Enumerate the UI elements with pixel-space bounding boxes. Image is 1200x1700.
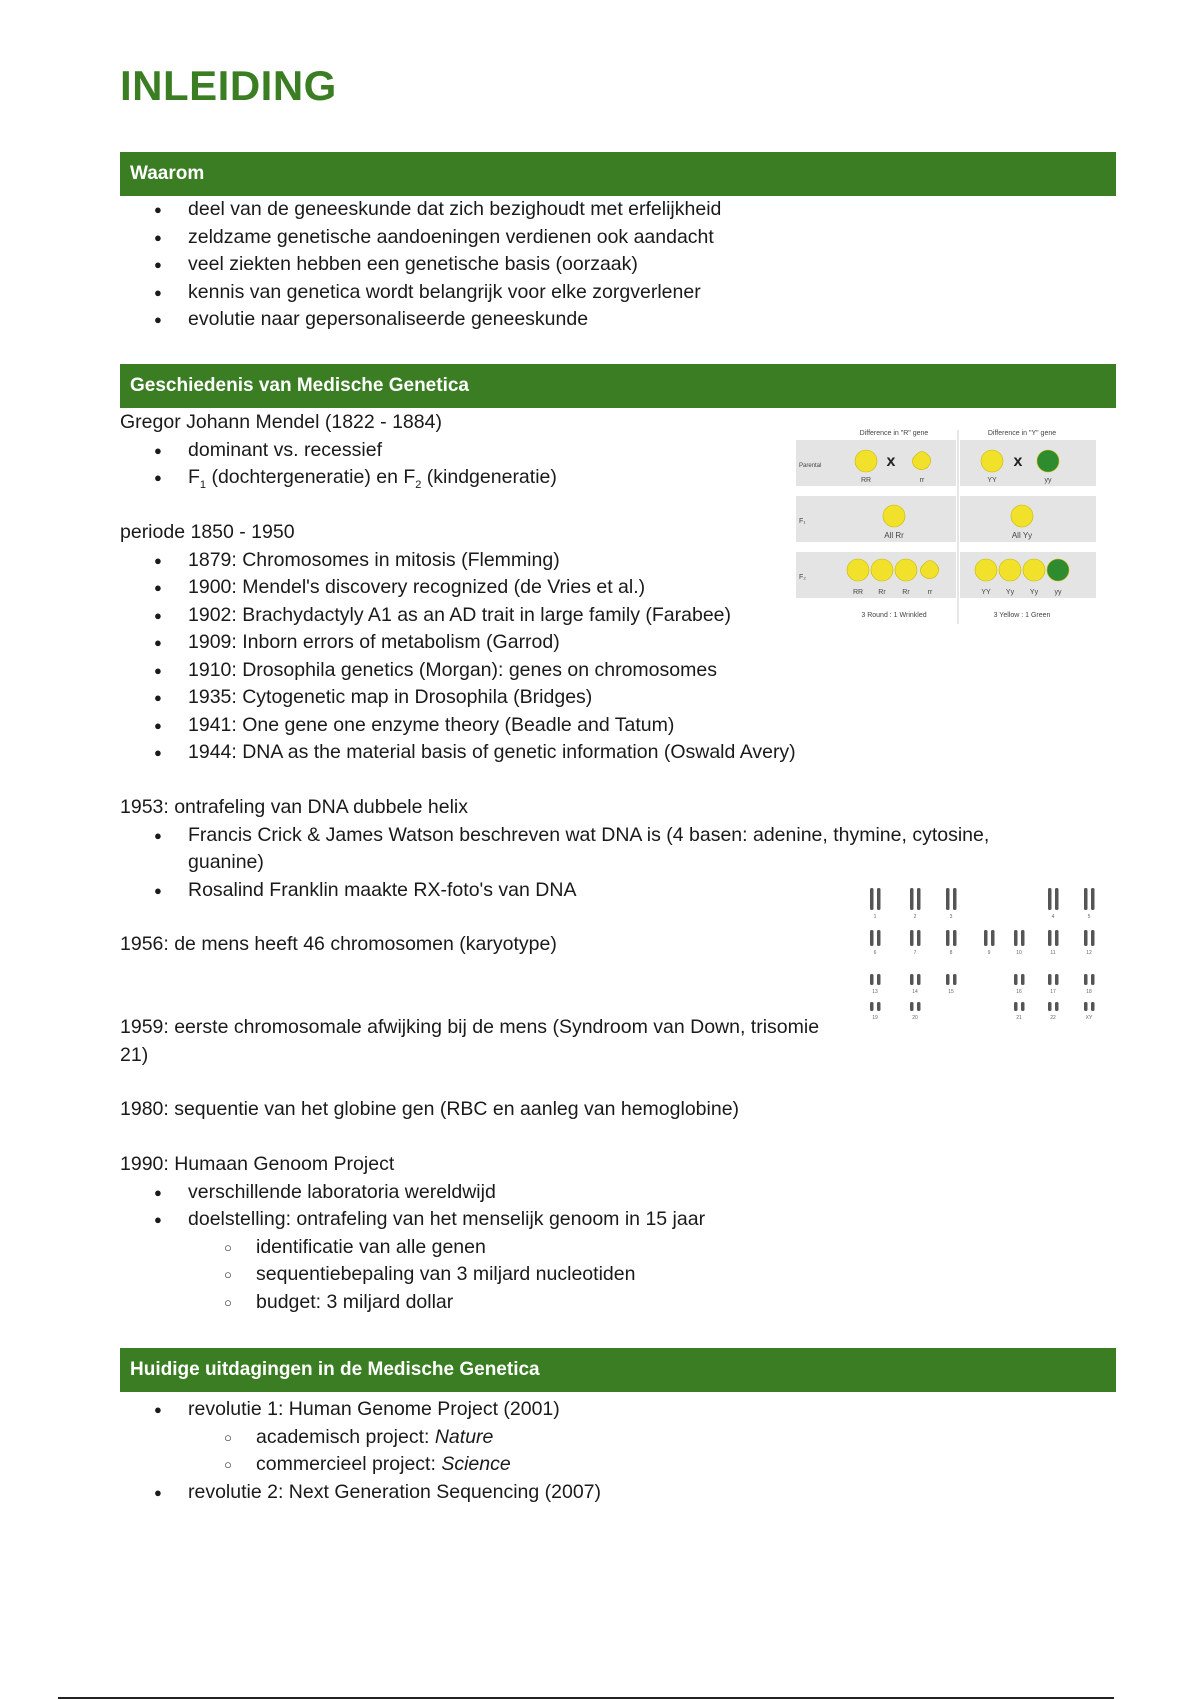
row-parental-label: Parental [799, 463, 822, 469]
year-1959: 1959: eerste chromosomale afwijking bij de mens (Syndroom van Down, trisomie 21) [120, 1016, 820, 1066]
list-item: ● revolutie 1: Human Genome Project (2001) [188, 1396, 560, 1424]
mendel-title: Gregor Johann Mendel (1822 - 1884) [120, 411, 442, 433]
page-title: INLEIDING [120, 62, 337, 109]
list-item: ● 1879: Chromosomes in mitosis (Flemming) [188, 547, 560, 575]
journal-name: Science [441, 1453, 511, 1475]
cross-symbol: x [886, 453, 896, 470]
chromosome [953, 974, 957, 985]
year-1980: 1980: sequentie van het globine gen (RBC en aanleg van hemoglobine) [120, 1098, 740, 1120]
chromosome [1021, 1002, 1025, 1011]
chromosome [1091, 974, 1095, 985]
f-text: (dochtergeneratie) en F [206, 466, 416, 488]
chromosome [1048, 1002, 1052, 1011]
pea-green [1037, 450, 1059, 472]
f1-genotype-label: All Yy [1011, 531, 1033, 540]
chromosome-label: 1 [873, 914, 877, 920]
genotype-label: YY [981, 589, 991, 596]
chromosome [917, 888, 921, 910]
chromosome [877, 888, 881, 910]
chromosome-label: 6 [873, 950, 877, 956]
chromosome-label: 15 [948, 989, 954, 995]
period-title: periode 1850 - 1950 [120, 521, 295, 543]
pea-yellow-round [895, 559, 917, 581]
list-item: ● evolutie naar gepersonaliseerde geneeskunde [188, 306, 588, 334]
genotype-label: Yy [1029, 589, 1039, 596]
list-item: ● 1941: One gene one enzyme theory (Beadle and Tatum) [188, 712, 674, 740]
pea-yellow [999, 559, 1021, 581]
chromosome [1055, 974, 1059, 985]
journal-name: Nature [434, 1425, 494, 1448]
section-heading-geschiedenis: Geschiedenis van Medische Genetica [120, 364, 1116, 408]
chromosome [1048, 974, 1052, 985]
chromosome [910, 974, 914, 985]
karyotype-chromosomes [870, 888, 1095, 1021]
list-item: ● 1944: DNA as the material basis of genetic information (Oswald Avery) [188, 739, 796, 767]
chromosome [910, 1002, 914, 1011]
list-item: ● Francis Crick & James Watson beschreven wat DNA is (4 basen: adenine, thymine, cytosine, guanine) [188, 822, 1068, 877]
chromosome [1084, 1002, 1088, 1011]
figure-cell [960, 440, 1096, 486]
list-item: ● revolutie 2: Next Generation Sequencing (2007) [188, 1479, 601, 1507]
chromosome [1055, 1002, 1059, 1011]
chromosome [917, 930, 921, 946]
chromosome-label: 9 [987, 950, 991, 956]
chromosome [1091, 888, 1095, 910]
chromosome-label: 21 [1016, 1015, 1022, 1021]
list-item: ● veel ziekten hebben een genetische basis (oorzaak) [188, 251, 638, 279]
chromosome [1055, 930, 1059, 946]
pea-yellow [1023, 559, 1045, 581]
list-item [188, 464, 557, 499]
genotype-label: rr [919, 477, 925, 484]
chromosome-label: 16 [1016, 989, 1022, 995]
chromosome [1084, 974, 1088, 985]
col1-title: Difference in "R" gene [859, 430, 929, 437]
chromosome [953, 930, 957, 946]
chromosome [877, 974, 881, 985]
chromosome [877, 930, 881, 946]
chromosome [870, 974, 874, 985]
chromosome-label: 4 [1051, 914, 1055, 920]
cross-symbol: x [1013, 453, 1023, 470]
chromosome [1048, 888, 1052, 910]
col2-title: Difference in "Y" gene [987, 430, 1057, 437]
chromosome [917, 974, 921, 985]
f1-genotype-label: All Rr [884, 531, 904, 540]
chromosome-label: 7 [913, 950, 917, 956]
list-item: ● doelstelling: ontrafeling van het menselijk genoom in 15 jaar [188, 1206, 705, 1234]
chromosome [1084, 930, 1088, 946]
chromosome [1014, 974, 1018, 985]
f2-subscript: 2 [415, 478, 422, 491]
chromosome [870, 888, 874, 910]
pea-yellow-round [883, 505, 905, 527]
chromosome [877, 1002, 881, 1011]
f1-subscript: 1 [199, 478, 207, 491]
genotype-label: yy [1054, 589, 1062, 596]
chromosome [1014, 930, 1018, 946]
chromosome [1021, 974, 1025, 985]
hgp-1990-title: 1990: Humaan Genoom Project [120, 1153, 395, 1175]
f-text-end: (kindgeneratie) [421, 466, 557, 488]
list-item: ○ sequentiebepaling van 3 miljard nucleotiden [256, 1261, 635, 1289]
chromosome-label: 17 [1050, 989, 1056, 995]
chromosome [917, 1002, 921, 1011]
list-item: ○ budget: 3 miljard dollar [256, 1289, 453, 1317]
chromosome-label: 3 [949, 914, 953, 920]
pea-yellow [981, 450, 1003, 472]
chromosome [946, 888, 950, 910]
chromosome-label: 14 [912, 989, 918, 995]
genotype-label: YY [987, 477, 997, 484]
chromosome [953, 888, 957, 910]
chromosome [1091, 930, 1095, 946]
pea-yellow-round [847, 559, 869, 581]
row-f2-label: F₂ [799, 574, 806, 581]
list-item: ○ identificatie van alle genen [256, 1234, 486, 1262]
list-item [256, 1451, 511, 1479]
chromosome [1014, 1002, 1018, 1011]
chromosome-label: 8 [949, 950, 953, 956]
project-label: academisch project: [256, 1425, 435, 1448]
ratio-round: 3 Round : 1 Wrinkled [861, 612, 927, 619]
list-item: ● verschillende laboratoria wereldwijd [188, 1179, 496, 1207]
chromosome [1021, 930, 1025, 946]
chromosome [946, 930, 950, 946]
genotype-label: rr [927, 589, 933, 596]
chromosome [870, 930, 874, 946]
chromosome [910, 888, 914, 910]
list-item [256, 1424, 493, 1452]
list-item: ● 1902: Brachydactyly A1 as an AD trait in large family (Farabee) [188, 602, 731, 630]
dna-1953-title: 1953: ontrafeling van DNA dubbele helix [120, 796, 468, 818]
list-item: ● 1935: Cytogenetic map in Drosophila (Bridges) [188, 684, 592, 712]
chromosome [1055, 888, 1059, 910]
pea-yellow-round [871, 559, 893, 581]
chromosome [991, 930, 995, 946]
chromosome-label: 5 [1087, 914, 1091, 920]
chromosome [870, 1002, 874, 1011]
section-heading-waarom: Waarom [120, 152, 1116, 196]
chromosome-label: 22 [1050, 1015, 1056, 1021]
list-item: ● 1909: Inborn errors of metabolism (Garrod) [188, 629, 560, 657]
list-item: ● deel van de geneeskunde dat zich bezighoudt met erfelijkheid [188, 196, 721, 224]
pea-green [1047, 559, 1069, 581]
section-heading-uitdagingen: Huidige uitdagingen in de Medische Genetica [120, 1348, 1116, 1392]
genotype-label: Rr [902, 589, 910, 596]
chromosome [946, 974, 950, 985]
chromosome-label: 2 [913, 914, 917, 920]
list-item: ● zeldzame genetische aandoeningen verdienen ook aandacht [188, 224, 714, 252]
chromosome [1091, 1002, 1095, 1011]
project-label: commercieel project: [256, 1453, 442, 1475]
chromosome [1084, 888, 1088, 910]
chromosome-label: 11 [1050, 950, 1056, 956]
year-1956: 1956: de mens heeft 46 chromosomen (karyotype) [120, 933, 557, 955]
chromosome-label: 18 [1086, 989, 1092, 995]
chromosome-label: 12 [1086, 950, 1092, 956]
karyotype-figure [866, 882, 1116, 1030]
list-item: ● 1910: Drosophila genetics (Morgan): genes on chromosomes [188, 657, 717, 685]
list-item: ● kennis van genetica wordt belangrijk voor elke zorgverlener [188, 279, 701, 307]
figure-cell [796, 496, 956, 542]
row-f1-label: F₁ [799, 518, 806, 525]
list-item: ● 1900: Mendel's discovery recognized (de Vries et al.) [188, 574, 645, 602]
genotype-label: RR [852, 589, 864, 596]
genotype-label: yy [1044, 477, 1052, 484]
pea-yellow-round [855, 450, 877, 472]
genotype-label: Yy [1005, 589, 1015, 596]
ratio-yellow: 3 Yellow : 1 Green [993, 612, 1051, 619]
chromosome-label: 13 [872, 989, 878, 995]
chromosome-label: 19 [872, 1015, 878, 1021]
list-item: ● dominant vs. recessief [188, 437, 382, 465]
chromosome-label: 10 [1016, 950, 1022, 956]
page-divider [58, 1697, 1114, 1699]
chromosome-label: 20 [912, 1015, 918, 1021]
chromosome [910, 930, 914, 946]
pea-yellow [1011, 505, 1033, 527]
list-item: ● Rosalind Franklin maakte RX-foto's van DNA [188, 877, 576, 905]
f1-label: F [188, 466, 200, 488]
pea-yellow [975, 559, 997, 581]
chromosome [984, 930, 988, 946]
mendel-cross-figure [796, 424, 1096, 624]
genotype-label: Rr [878, 589, 886, 596]
genotype-label: RR [860, 477, 872, 484]
chromosome-label: XY [1085, 1015, 1093, 1021]
chromosome [1048, 930, 1052, 946]
